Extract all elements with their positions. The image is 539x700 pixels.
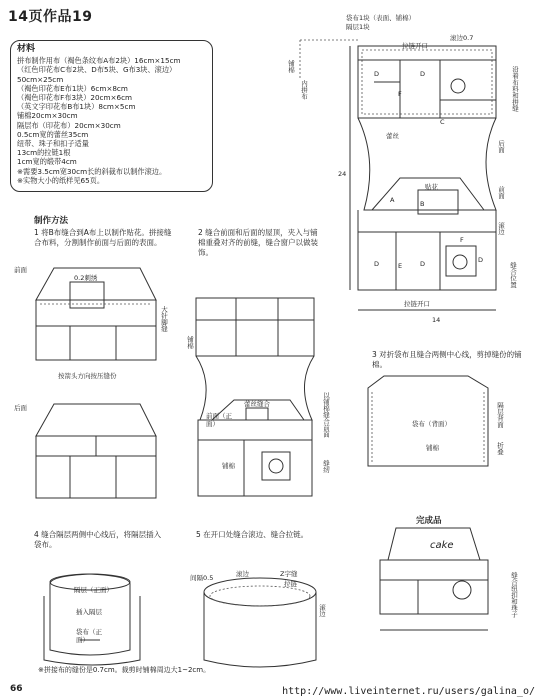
step-5-gap: 间隔0.5: [190, 574, 214, 582]
letter-b: B: [420, 200, 425, 208]
footnote: ※拼接布的缝份是0.7cm。裁剪时铺棉周边大1~2cm。: [38, 666, 211, 674]
front-label: 前面: [497, 186, 505, 199]
material-line: 0.5cm宽的蕾丝35cm: [17, 129, 89, 139]
inside-label: 内拼布: [300, 80, 308, 100]
binding-label: 滚边0.7: [450, 34, 474, 42]
step-1-back: 后面: [14, 404, 27, 412]
step-5-fold: 滚边: [318, 604, 326, 617]
material-line: 拼布制作用布（褐色条纹布A布2块）16cm×15cm: [17, 56, 181, 66]
step-3-side: 隔层背面: [496, 402, 504, 428]
side-label: 滚边: [497, 222, 505, 235]
step-3-quilt: 铺棉: [426, 444, 439, 452]
step-4-layer: 隔层（正面）: [74, 586, 113, 594]
step-4-back: 袋布（正面）: [76, 628, 102, 644]
zipper-label-bottom: 拉链开口: [404, 300, 430, 308]
step-1-text: 1 将B布缝合到A布上以制作贴花。拼接缝合布料，分割制作前面与后面的表面。: [34, 228, 172, 247]
done-header: 完成品: [416, 516, 442, 526]
zipper-label: 拉链开口: [402, 42, 428, 50]
page-title: 14页作品19: [8, 9, 93, 25]
material-line: 1cm宽的缎带4cm: [17, 157, 77, 167]
step-2-layer: 铺棉: [222, 462, 235, 470]
step-2-quilted: 缝纫: [322, 460, 330, 473]
letter-e: E: [398, 262, 403, 270]
step-1-note: 按箭头方向按压缝份: [58, 372, 117, 380]
letter-d: D: [420, 260, 426, 268]
material-line: 铺棉20cm×30cm: [17, 111, 78, 121]
dim-left: 24: [338, 170, 347, 178]
dim-bottom: 14: [432, 316, 441, 324]
material-line: ※实物大小的纸样见65页。: [17, 175, 105, 185]
step-3-fold: 折叠: [496, 442, 504, 455]
material-line: ※需要3.5cm宽30cm长的斜裁布以制作滚边。: [17, 166, 167, 176]
letter-d: D: [478, 256, 484, 264]
step-2-right: 以铺棉缝合前面: [322, 392, 330, 438]
step-3-center: 袋布（背面）: [412, 420, 451, 428]
done-right: 缝合纽扣和珠子: [510, 572, 518, 618]
seam-label: 缝合位置: [509, 262, 517, 288]
material-line: （褐色印花布E布1块）6cm×8cm: [17, 83, 128, 93]
page-number: 66: [10, 684, 23, 694]
material-line: （英文字印花布B布1块）8cm×5cm: [17, 102, 136, 112]
step-2-quilt: 铺棉: [186, 336, 194, 349]
top-caption-1: 袋布1块（表面、铺棉）: [346, 14, 416, 22]
letter-f: F: [460, 236, 464, 244]
step-2-front: 前面（正面）: [206, 412, 232, 428]
step-4-insert: 插入隔层: [76, 608, 102, 616]
materials-header: 材料: [17, 44, 36, 54]
source-url[interactable]: http://www.liveinternet.ru/users/galina_o/: [282, 686, 535, 697]
material-line: （红色印花布C布2块、D布5块、G布3块、滚边）: [17, 65, 177, 75]
step-5-text: 5 在开口处缝合滚边、缝合拉链。: [196, 530, 309, 539]
letter-d: D: [420, 70, 426, 78]
back-label: 后面: [497, 140, 505, 153]
letter-f: F: [398, 90, 402, 98]
top-caption-2: 隔层1块: [346, 23, 370, 31]
step-5-stitch: Z字缝: [280, 570, 298, 578]
letter-a: A: [390, 196, 395, 204]
letter-c: C: [440, 118, 445, 126]
step-5-zipper: 拉链: [284, 580, 297, 588]
step-3-text: 3 对折袋布且缝合两侧中心线，剪掉缝份的铺棉。: [372, 350, 522, 369]
letter-d: D: [374, 70, 380, 78]
material-line: 13cm的拉链1根: [17, 148, 71, 158]
material-line: 隔层布（印花布）20cm×30cm: [17, 120, 121, 130]
quilt-label: 铺棉: [287, 60, 295, 73]
step-1-front: 前面: [14, 266, 27, 274]
method-header: 制作方法: [34, 216, 69, 226]
step-2-lace: 蕾丝缝合: [244, 400, 270, 408]
step-1-stitch: 0.2刺绣: [74, 274, 98, 282]
right-label: 沿着布料和拼缝: [511, 66, 519, 112]
step-1-side: 大针脚缝: [160, 306, 168, 332]
material-line: （褐色印花布F布3块）20cm×6cm: [17, 93, 133, 103]
step-2-text: 2 缝合前面和后面的屋顶，夹入与铺棉重叠对齐的前缝，缝合窗户以做装饰。: [198, 228, 318, 257]
material-line: 纽带、珠子和扣子适量: [17, 139, 89, 149]
step-4-text: 4 缝合隔层两侧中心线后，将隔层插入袋布。: [34, 530, 162, 549]
lace-label: 蕾丝: [386, 132, 399, 140]
material-line: 50cm×25cm: [17, 74, 64, 84]
step-5-binding: 滚边: [236, 570, 249, 578]
bead-label: 贴花: [425, 183, 438, 191]
letter-d: D: [374, 260, 380, 268]
done-label: cake: [430, 540, 454, 551]
